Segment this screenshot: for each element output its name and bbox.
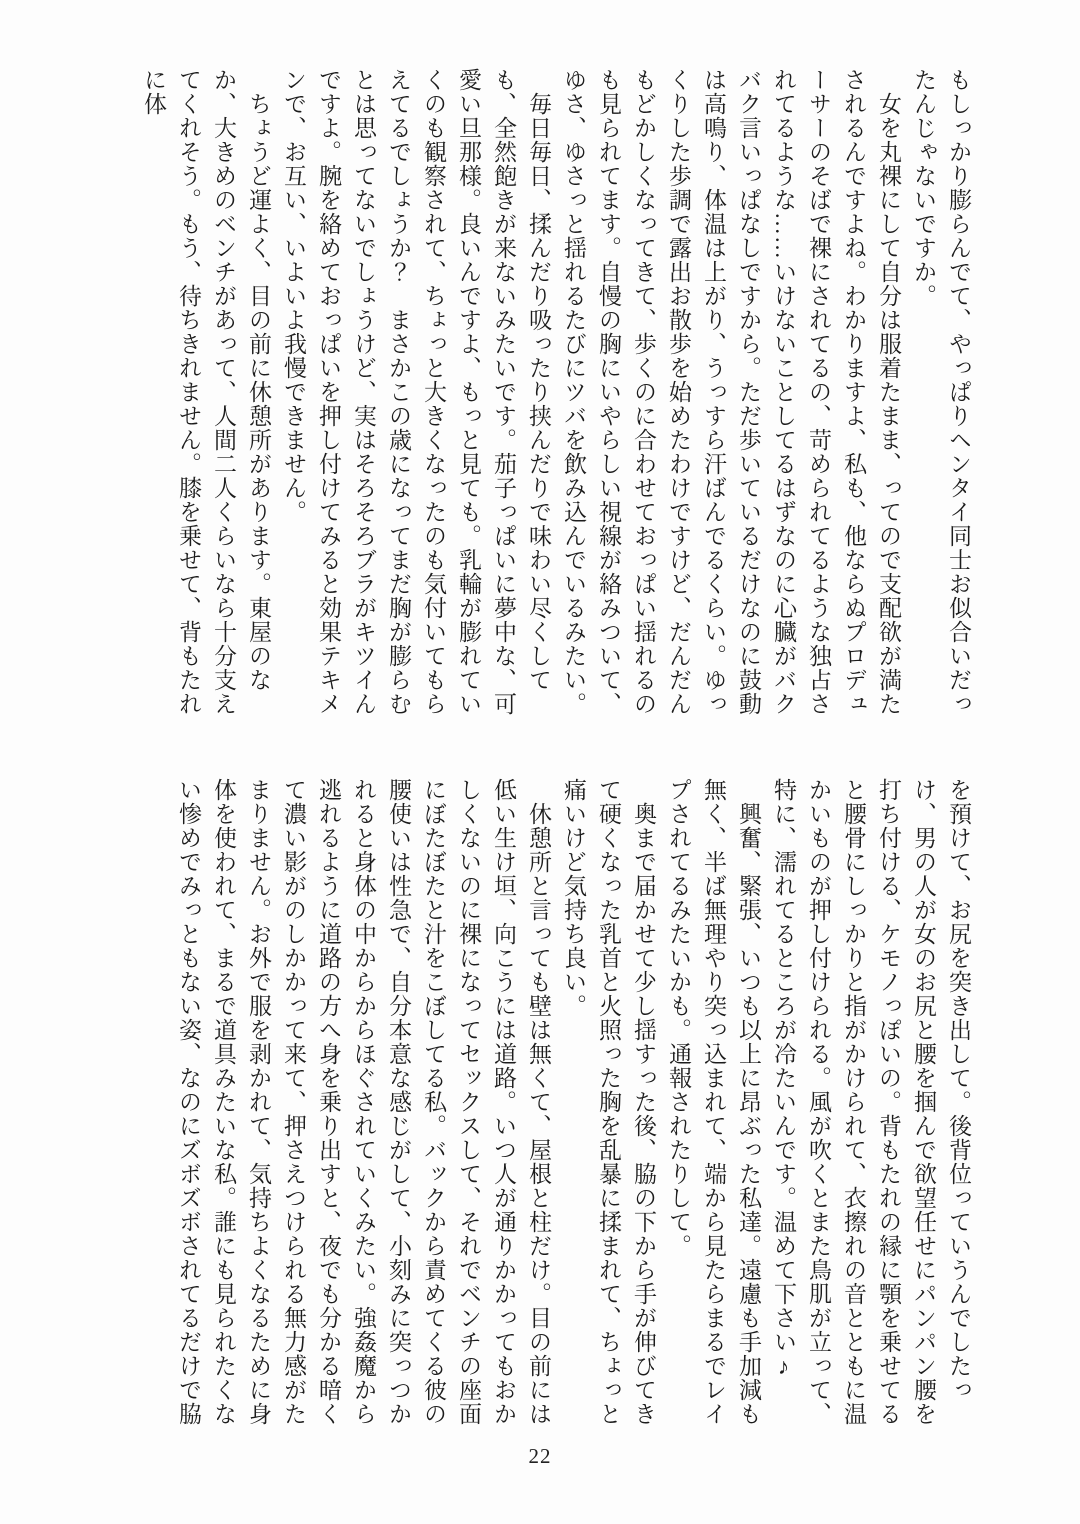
page-number: 22 bbox=[528, 1444, 552, 1468]
paragraph: もしっかり膨らんでて、やっぱりヘンタイ同士お似合いだったんじゃないですか。 bbox=[911, 68, 971, 716]
paragraph: 休憩所と言っても壁は無くて、屋根と柱だけ。目の前には低い生け垣、向こうには道路。いつ人が通りかかってもおかしくないのに裸になってセックスして、それでベンチの座面にぼたぼたと汁をこぼしてる私。バックから責めてくる彼の腰使いは性急で、自分本意な感じがして、小刻みに突っつかれると身体の中からからほぐされていくみたい。強姦魔から逃れるように道路の方へ身を乗り出すと、夜でも分かる暗くて濃い影がのしかかって来て、押さえつけられる無力感がたまりません。お外で服を剥かれて、気持ちよくなるために身体を使われて、まるで道具みたいな私。誰にも見られたくない惨めでみっともない姿、なのにズボズボされてるだけで脇 bbox=[176, 778, 551, 1426]
paragraph: ちょうど運よく、目の前に休憩所があります。東屋のなか、大きめのベンチがあって、人間二人くらいなら十分支えてくれそう。もう、待ちきれません。膝を乗せて、背もたれに体 bbox=[141, 68, 271, 716]
paragraph: を預けて、お尻を突き出して。後背位っていうんでしたっけ、男の人が女のお尻と腰を掴んで欲望任せにパンパン腰を打ち付ける、ケモノっぽいの。背もたれの縁に顎を乗せてると腰骨にしっかりと指がかけられて、衣擦れの音とともに温かいものが押し付けられる。風が吹くとまた鳥肌が立って、特に、濡れてるところが冷たいんです。温めて下さい♪ bbox=[771, 778, 971, 1426]
paragraph: 毎日毎日、揉んだり吸ったり挟んだりで味わい尽くしても、全然飽きが来ないみたいです。茄子っぱいに夢中な、可愛い旦那様。良いんですよ、もっと見ても。乳輪が膨れていくのも観察されて、ちょっと大きくなったのも気付いてもらえてるでしょうか？ まさかこの歳になってまだ胸が膨らむとは思ってないでしょうけど、実はそろそろブラがキツイんですよ。腕を絡めておっぱいを押し付けてみると効果テキメンで、お互い、いよいよ我慢できません。 bbox=[281, 68, 551, 716]
text-block-top bbox=[141, 68, 976, 720]
text-block-bottom bbox=[161, 778, 976, 1440]
paragraph: 奥まで届かせて少し揺すった後、脇の下から手が伸びてきて硬くなった乳首と火照った胸を乱暴に揉まれて、ちょっと痛いけど気持ち良い。 bbox=[561, 778, 656, 1426]
paragraph: 興奮、緊張、いつも以上に昂ぶった私達。遠慮も手加減も無く、半ば無理やり突っ込まれて、端から見たらまるでレイプされてるみたいかも。通報されたりして。 bbox=[666, 778, 761, 1426]
paragraph: 女を丸裸にして自分は服着たまま、ってので支配欲が満たされるんですよね。わかりますよ、私も、他ならぬプロデューサーのそばで裸にされてるの、苛められてるような独占されてるような……いけないことしてるはずなのに心臓がバクバク言いっぱなしですから。ただ歩いているだけなのに鼓動は高鳴り、体温は上がり、うっすら汗ばんでるくらい。ゆっくりした歩調で露出お散歩を始めたわけですけど、だんだんもどかしくなってきて、歩くのに合わせておっぱい揺れるのも見られてます。自慢の胸にいやらしい視線が絡みついて、ゆさ、ゆさっと揺れるたびにツバを飲み込んでいるみたい。 bbox=[561, 68, 901, 716]
